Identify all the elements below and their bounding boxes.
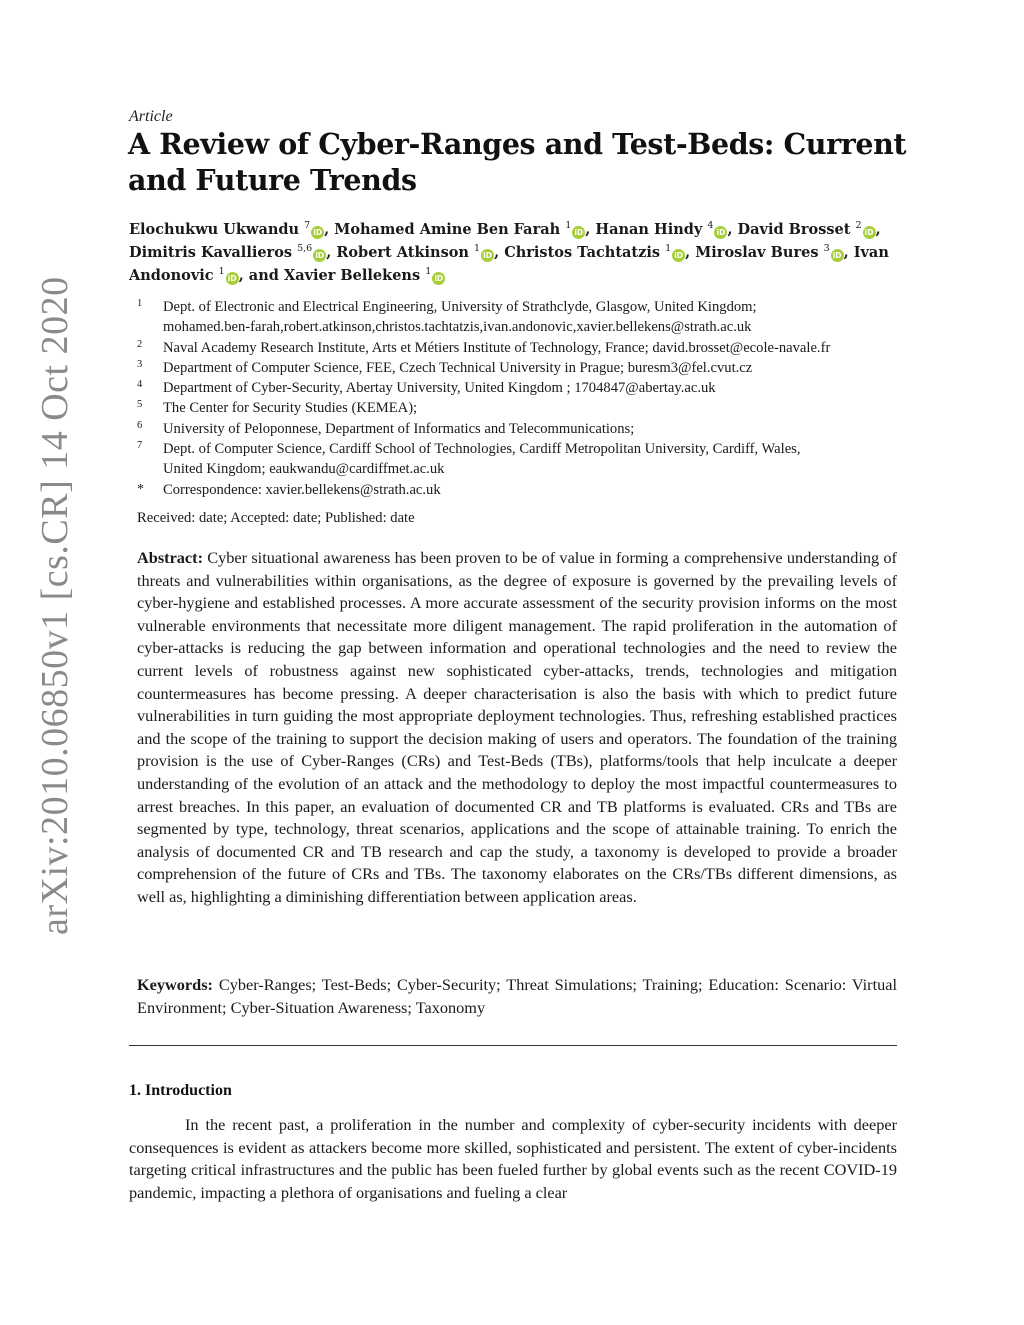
author-affiliation-number: 2 [855, 220, 862, 231]
abstract-label: Abstract: [137, 548, 204, 567]
abstract-text: Cyber situational awareness has been proven to be of value in forming a comprehensive understanding of threats and vulnerabilities within organisations, as the degree of exposure is governed by the prevailing levels of cyber-hygiene and established processes. A more accurate assessment of the security provision informs on the most vulnerable environments that necessitate more diligent management. The rapid proliferation in the automation of cyber-attacks is reducing the gap between information and operational technologies and the need to review the current levels of robustness against new sophisticated cyber-attacks, trends, technologies and mitigation countermeasures has become pressing. A deeper characterisation is also the basis with which to predict future vulnerabilities in turn guiding the most appropriate deployment technologies. Thus, refreshing established practices and the scope of the training to support the decision making of users and operators. The foundation of the training provision is the use of Cyber-Ranges (CRs) and Test-Beds (TBs), platforms/tools that help inculcate a deeper understanding of the evolution of an attack and the methodology to deploy the most impactful countermeasures to arrest breaches. In this paper, an evaluation of documented CR and TB platforms is evaluated. CRs and TBs are segmented by type, technology, threat scenarios, applications and the scope of attainable training. To enrich the analysis of documented CR and TB research and cap the study, a taxonomy is developed to provide a broader comprehension of the future of CRs and TBs. The taxonomy elaborates on the CRs/TBs different dimensions, as well as, highlighting a diminishing differentiation between application areas. [137, 548, 897, 906]
section-heading-introduction: 1. Introduction [129, 1082, 232, 1099]
orcid-icon[interactable]: iD [672, 249, 685, 262]
paper-title: A Review of Cyber-Ranges and Test-Beds: Current and Future Trends [128, 127, 907, 197]
author-name: Ivan Andonovic [129, 244, 889, 284]
orcid-icon[interactable]: iD [863, 226, 876, 239]
orcid-icon[interactable]: iD [311, 226, 324, 239]
affiliation-item [137, 297, 907, 338]
section-divider [129, 1045, 897, 1046]
affiliation-item [137, 439, 907, 480]
affiliation-marker: 5 [137, 399, 143, 411]
affiliation-marker: 4 [137, 379, 143, 391]
orcid-icon[interactable]: iD [226, 272, 239, 285]
author-affiliation-number: 1 [218, 266, 225, 277]
author-affiliation-number: 1 [425, 266, 432, 277]
affiliation-line: Dept. of Electronic and Electrical Engineering, University of Strathclyde, Glasgow, United Kingdom; [163, 299, 757, 315]
affiliation-marker: 7 [137, 440, 143, 452]
affiliation-item [137, 378, 907, 398]
affiliation-line: The Center for Security Studies (KEMEA); [163, 400, 418, 417]
author-name: Miroslav Bures [695, 244, 819, 261]
author-separator: , [585, 221, 596, 238]
affiliation-line: Dept. of Computer Science, Cardiff School of Technologies, Cardiff Metropolitan University, Cardiff, Wales, [163, 441, 801, 458]
keywords-text: Cyber-Ranges; Test-Beds; Cyber-Security; Threat Simulations; Training; Education: Scenario: Virtual Environment; Cyber-Situation Awareness; Taxonomy [137, 975, 897, 1017]
orcid-icon[interactable]: iD [432, 272, 445, 285]
affiliation-marker: * [137, 481, 144, 497]
orcid-icon[interactable]: iD [572, 226, 585, 239]
author-separator: , [324, 221, 335, 238]
orcid-icon[interactable]: iD [831, 249, 844, 262]
author-separator: , [843, 244, 854, 261]
affiliation-item [137, 419, 907, 439]
author-affiliation-number: 4 [707, 220, 714, 231]
affiliation-line: Correspondence: xavier.bellekens@strath.ac.uk [163, 481, 441, 498]
affiliation-marker: 2 [137, 338, 143, 350]
affiliation-line: Naval Academy Research Institute, Arts et Métiers Institute of Technology, France; david.brosset@ecole-navale.fr [163, 339, 831, 356]
author-separator: , [685, 244, 696, 261]
affiliation-line: Department of Computer Science, FEE, Czech Technical University in Prague; buresm3@fel.cvut.cz [163, 359, 753, 376]
orcid-icon[interactable]: iD [313, 249, 326, 262]
abstract [137, 547, 897, 909]
affiliation-line: mohamed.ben-farah,robert.atkinson,christos.tachtatzis,ivan.andonovic,xavier.bellekens@strath.ac.uk [163, 319, 752, 336]
author-separator: , [875, 221, 881, 238]
affiliation-line: Department of Cyber-Security, Abertay University, United Kingdom ; 1704847@abertay.ac.uk [163, 380, 716, 397]
author-list [129, 218, 889, 287]
author-name: Robert Atkinson [336, 244, 469, 261]
keywords-label: Keywords: [137, 975, 213, 994]
author-name: Elochukwu Ukwandu [129, 221, 300, 238]
article-type-label: Article [129, 108, 173, 125]
author-affiliation-number: 1 [565, 220, 572, 231]
author-separator: , [727, 221, 738, 238]
publication-dates: Received: date; Accepted: date; Published: date [137, 510, 415, 526]
introduction-paragraph: In the recent past, a proliferation in the number and complexity of cyber-security incidents with deeper consequences is evident as attackers become more skilled, sophisticated and persistent. The extent of cyber-incidents targeting critical infrastructures and the public has been fueled further by global events such as the recent COVID-19 pandemic, impacting a plethora of organisations and fueling a clear [129, 1115, 897, 1202]
author-affiliation-number: 7 [304, 220, 311, 231]
author-affiliation-number: 1 [665, 243, 672, 254]
arxiv-identifier: arXiv:2010.06850v1 [cs.CR] 14 Oct 2020 [34, 276, 76, 935]
affiliation-item [137, 398, 907, 418]
author-name: Hanan Hindy [595, 221, 703, 238]
author-name: Dimitris Kavallieros [129, 244, 293, 261]
orcid-icon[interactable]: iD [481, 249, 494, 262]
author-separator: , [494, 244, 505, 261]
author-separator: , and [238, 267, 284, 284]
author-name: Mohamed Amine Ben Farah [334, 221, 561, 238]
affiliation-item [137, 480, 907, 500]
affiliation-marker: 3 [137, 358, 143, 370]
author-affiliation-number: 1 [474, 243, 481, 254]
affiliation-item [137, 338, 907, 358]
author-affiliation-number: 5,6 [297, 243, 313, 254]
author-name: Christos Tachtatzis [504, 244, 661, 261]
keywords [137, 974, 897, 1019]
affiliation-item [137, 358, 907, 378]
author-name: Xavier Bellekens [283, 267, 421, 284]
orcid-icon[interactable]: iD [714, 226, 727, 239]
author-name: David Brosset [737, 221, 851, 238]
affiliation-list [137, 297, 907, 500]
author-separator: , [326, 244, 337, 261]
author-affiliation-number: 3 [823, 243, 830, 254]
affiliation-line: United Kingdom; eaukwandu@cardiffmet.ac.uk [163, 461, 445, 478]
affiliation-marker: 6 [137, 419, 143, 431]
affiliation-marker: 1 [137, 298, 143, 309]
affiliation-line: University of Peloponnese, Department of Informatics and Telecommunications; [163, 420, 635, 437]
